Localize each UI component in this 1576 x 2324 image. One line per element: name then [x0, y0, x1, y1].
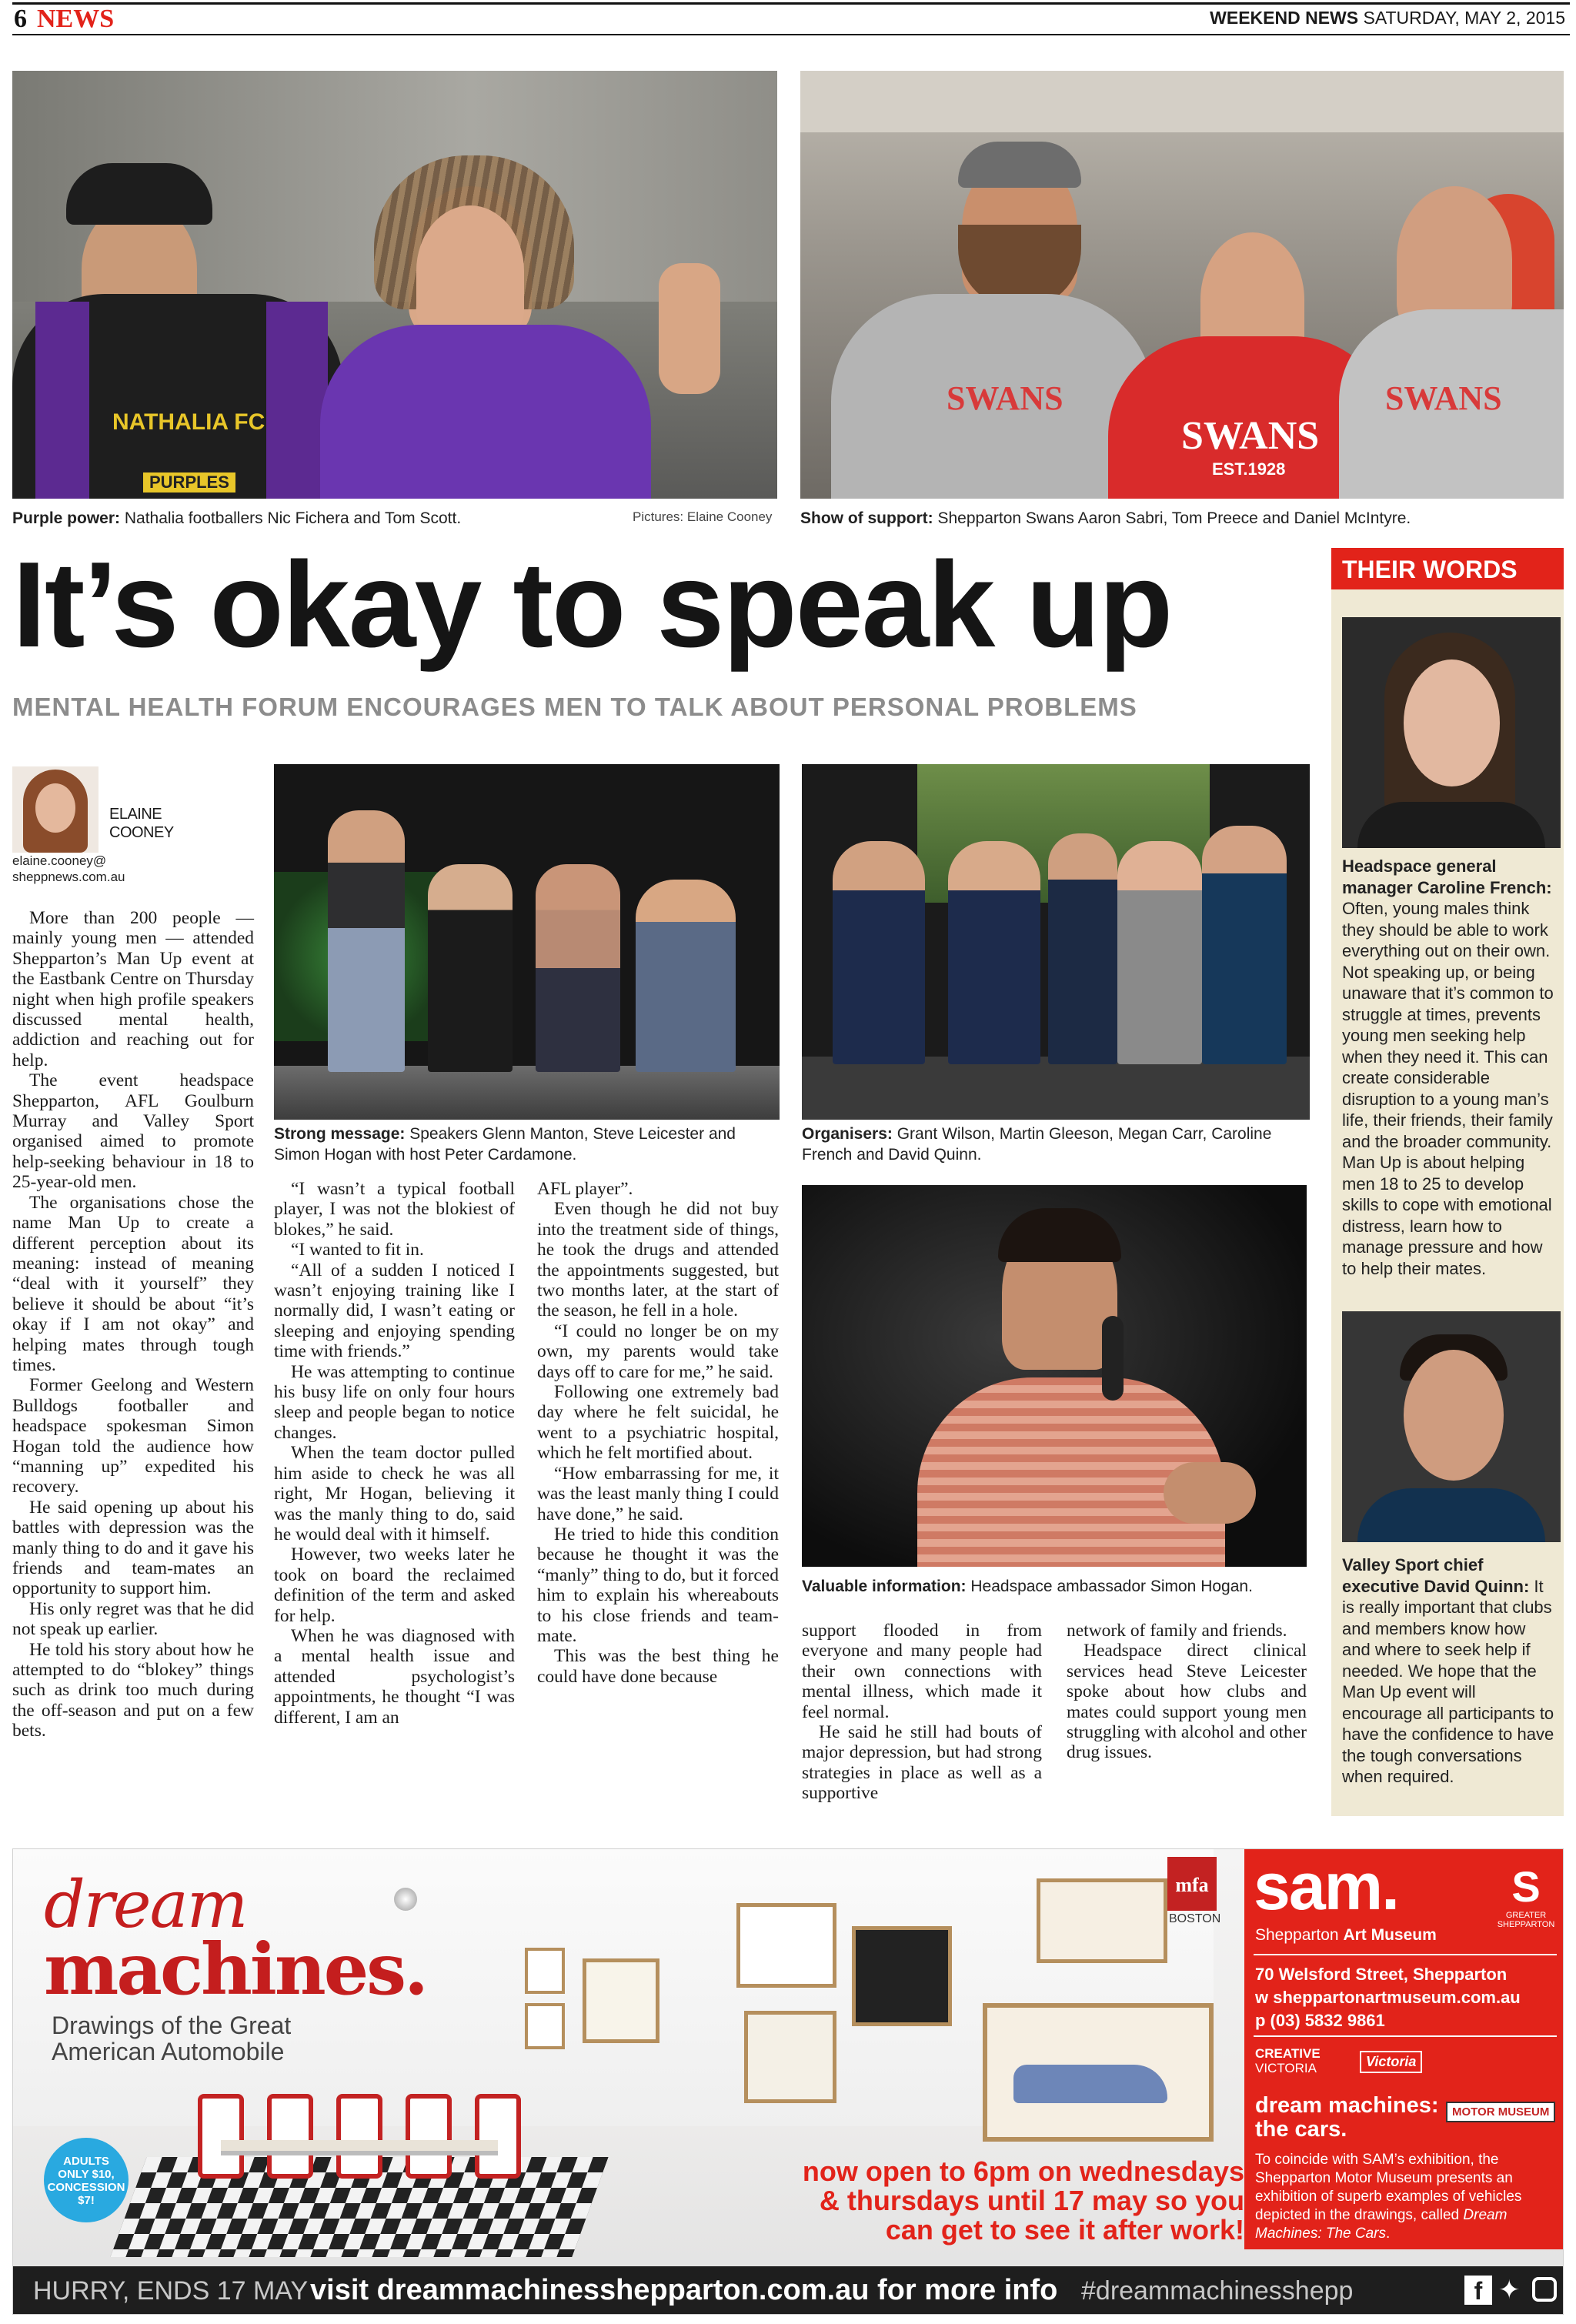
cars-text: To coincide with SAM’s exhibition, the Shepparton Motor Museum presents an exhibition of superb examples of vehicles depicted in the drawings, called Dream Machines: The Cars.: [1255, 2152, 1522, 2242]
sam-address: 70 Welsford Street, Shepparton: [1255, 1965, 1508, 1984]
caption-purple-power: Purple power: Nathalia footballers Nic Fichera and Tom Scott.: [12, 509, 462, 527]
person-glenn-manton: [328, 810, 405, 1072]
hoodie-text-2: PURPLES: [143, 472, 235, 493]
victoria-logo: Victoria: [1360, 2051, 1422, 2073]
sam-phone[interactable]: p (03) 5832 9861: [1255, 2011, 1385, 2030]
frame-6: [744, 2011, 836, 2103]
microphone: [1102, 1316, 1124, 1401]
article-paragraph: “I wanted to fit in.: [291, 1240, 424, 1261]
price-badge: ADULTS ONLY $10, CONCESSION $7!: [44, 2138, 129, 2222]
person-steve-leicester: [428, 864, 513, 1072]
headline: It’s okay to speak up: [12, 537, 1172, 673]
author-email[interactable]: elaine.cooney@ sheppnews.com.au: [12, 853, 125, 884]
frame-3: [583, 1958, 659, 2043]
instagram-icon[interactable]: [1532, 2277, 1557, 2302]
article-paragraph: He told his story about how he attempted to do “blokey” things such as drink too much during the off-season and put on a few bets.: [12, 1639, 254, 1741]
photo-david-quinn: [1342, 1311, 1561, 1542]
article-paragraph: This was the best thing he could have done because: [537, 1646, 779, 1687]
article-paragraph: “All of a sudden I noticed I wasn’t enjoying training like I normally did, I wasn’t eating or sleeping and enjoying spending time with friends.”: [274, 1260, 515, 1362]
sam-contact: [1255, 1963, 1521, 2032]
article-paragraph: support flooded in from everyone and many people had their own connections with mental illness, which made it feel normal.: [802, 1621, 1042, 1722]
red-chairs: [198, 2094, 552, 2209]
article-column-4: [802, 1621, 1042, 1821]
ad-bottom-bar: [13, 2266, 1564, 2315]
creative-victoria-logo: CREATIVE VICTORIA: [1255, 2046, 1321, 2075]
masthead-date: [1210, 8, 1565, 28]
frame-4: [736, 1903, 836, 1988]
photo-speakers: [274, 764, 780, 1120]
hoodie-text: NATHALIA FC: [112, 409, 265, 435]
photo-show-of-support: [800, 71, 1564, 499]
subheadline: MENTAL HEALTH FORUM ENCOURAGES MEN TO TALK ABOUT PERSONAL PROBLEMS: [12, 693, 1137, 721]
article-paragraph: When he was diagnosed with a mental health issue and attended psychologist’s appointments, he thought “I was different, I am an: [274, 1625, 515, 1728]
caption-organisers: Organisers: Grant Wilson, Martin Gleeson, Megan Carr, Caroline French and David Quinn.: [802, 1125, 1272, 1164]
header-rule: [12, 34, 1570, 35]
cars-title: dream machines: the cars.: [1255, 2093, 1439, 2142]
photo-simon-hogan: [802, 1185, 1307, 1567]
photo-purple-power: [12, 71, 777, 499]
article-paragraph: AFL player”.: [537, 1179, 633, 1199]
article-paragraph: Even though he did not buy into the treatment side of things, he took the drugs and attended the appointments suggested, but two months later, at the start of the season, he fell in a hole.: [537, 1199, 779, 1321]
sam-logo: sam.: [1254, 1850, 1399, 1924]
sam-website[interactable]: w sheppartonartmuseum.com.au: [1255, 1988, 1521, 2007]
caption-speakers: Strong message: Speakers Glenn Manton, Steve Leicester and Simon Hogan with host Peter Cardamone.: [274, 1125, 736, 1164]
paper-name: WEEKEND NEWS: [1210, 8, 1359, 28]
photo-credit: Pictures: Elaine Cooney: [633, 509, 773, 524]
swans-text-1: SWANS: [947, 379, 1063, 417]
article-paragraph: “I could no longer be on my own, my parents would take days off to care for me,” he said.: [537, 1321, 779, 1382]
photo-caroline-french: [1342, 617, 1561, 848]
article-paragraph: The organisations chose the name Man Up to create a different perception about its meaning: instead of meaning “deal with it yourself” they believe it should be about “it’s okay if I am not okay” and helping mates through tough times.: [12, 1192, 254, 1375]
car-drawing: [1013, 2065, 1167, 2103]
est-text-2: EST.1928: [1212, 459, 1286, 479]
issue-date: SATURDAY, MAY 2, 2015: [1363, 8, 1565, 28]
purple-polo: [320, 325, 651, 499]
swans-text-2: SWANS: [1181, 414, 1320, 458]
frame-7: [1037, 1878, 1167, 1963]
article-paragraph: Former Geelong and Western Bulldogs footballer and headspace spokesman Simon Hogan told the audience how “manning up” expedited his recovery.: [12, 1375, 254, 1498]
article-paragraph: When the team doctor pulled him aside to check he was all right, Mr Hogan, believing it was the manly thing to do, said he would deal with it himself.: [274, 1443, 515, 1544]
mfa-logo: mfa: [1167, 1857, 1217, 1911]
article-paragraph: His only regret was that he did not speak up earlier.: [12, 1598, 254, 1640]
s-icon: S: [1511, 1862, 1541, 1911]
article-paragraph: He said he still had bouts of major depression, but had strong strategies in place as well as a supportive: [802, 1722, 1042, 1804]
page-header: [12, 0, 1570, 35]
caption-show-of-support: Show of support: Shepparton Swans Aaron Sabri, Tom Preece and Daniel McIntyre.: [800, 509, 1411, 527]
person-peter-cardamone: [636, 880, 736, 1072]
person-david-quinn: [1202, 826, 1287, 1064]
black-cap: [66, 163, 212, 225]
sam-subtitle: Shepparton Art Museum: [1255, 1926, 1437, 1944]
sam-panel: [1244, 1849, 1564, 2249]
ad-title-2: machines.: [44, 1928, 427, 2011]
quote-caroline-french: Headspace general manager Caroline French: Often, young males think they should be able to work everything out on their own. Not speaking up, or being unaware that it’s common to struggle at times, prevents young men seeking help when they need it. This can create considerable disruption to a young man’s life, their friends, their family and the broader community. Man Up is about helping men 18 to 25 to develop skills to cope with emotional distress, learn how to manage pressure and how to help their mates.: [1342, 856, 1554, 1278]
photo-organisers: [802, 764, 1310, 1120]
hashtag: #dreammachinesshepp: [1081, 2276, 1354, 2306]
visit-link[interactable]: visit dreammachinesshepparton.com.au for more info: [310, 2274, 1058, 2306]
sidebar-their-words: [1331, 548, 1564, 1816]
article-column-1: [12, 908, 254, 1816]
ad-title: [44, 1867, 427, 2011]
article-paragraph: He said opening up about his battles with depression was the manly thing to do and it gave his friends and team-mates an opportunity to support him.: [12, 1497, 254, 1599]
caption-hogan: Valuable information: Headspace ambassador Simon Hogan.: [802, 1578, 1253, 1595]
hand: [1164, 1462, 1256, 1524]
facebook-icon[interactable]: f: [1464, 2276, 1492, 2305]
article-paragraph: “I wasn’t a typical football player, I was not the blokiest of blokes,” he said.: [274, 1179, 515, 1240]
quote-david-quinn: Valley Sport chief executive David Quinn: It is really important that clubs and members know how and where to seek help if needed. We hope that the Man Up event will encourage all participants to have the confidence to have the tough conversations when required.: [1342, 1555, 1554, 1786]
sidebar-title: THEIR WORDS: [1331, 548, 1564, 589]
table: [221, 2140, 498, 2155]
frame-5: [852, 1926, 952, 2026]
article-paragraph: He tried to hide this condition because he thought it was the “manly” thing to do, but it forced him to explain his whereabouts to his close friends and team-mate.: [537, 1524, 779, 1646]
section-name: NEWS: [37, 5, 115, 33]
article-paragraph: The event headspace Shepparton, AFL Goulburn Murray and Valley Sport organised aimed to promote help-seeking behaviour in 18 to 25-year-old men.: [12, 1070, 254, 1193]
article-paragraph: “How embarrassing for me, it was the least manly thing I could have done,” he said.: [537, 1463, 779, 1524]
person-megan-carr: [1048, 833, 1117, 1064]
article-column-2: [274, 1179, 515, 1818]
top-rule: [12, 2, 1570, 5]
byline: [12, 762, 266, 893]
article-paragraph: However, two weeks later he took on board the reclaimed definition of the term and asked for help.: [274, 1544, 515, 1626]
frame-2: [525, 2003, 565, 2049]
person-martin-gleeson: [948, 841, 1040, 1064]
article-paragraph: Headspace direct clinical services head Steve Leicester spoke about how clubs and mates could support young men struggling with alcohol and other drug issues.: [1067, 1641, 1307, 1763]
motor-museum-logo: MOTOR MUSEUM: [1446, 2102, 1555, 2122]
ad-subtitle: Drawings of the Great American Automobile: [52, 2012, 292, 2065]
hogan-hair: [998, 1208, 1121, 1262]
open-hours: now open to 6pm on wednesdays & thursdays until 17 may so you can get to see it after work!: [802, 2155, 1244, 2246]
article-paragraph: He was attempting to continue his busy life on only four hours sleep and people began to notice changes.: [274, 1361, 515, 1443]
author-name: ELAINE COONEY: [109, 806, 174, 841]
person-caroline-french: [1117, 841, 1202, 1064]
advertisement-dream-machines[interactable]: [12, 1848, 1564, 2315]
ad-title-1: dream: [44, 1867, 247, 1942]
greater-shepparton-logo: S GREATER SHEPPARTON: [1495, 1863, 1557, 1929]
article-column-3: [537, 1179, 779, 1818]
article-paragraph: network of family and friends.: [1067, 1621, 1287, 1641]
frame-1: [525, 1948, 565, 1994]
twitter-icon[interactable]: ✦: [1498, 2276, 1521, 2305]
person-grant-wilson: [833, 841, 925, 1064]
article-paragraph: Following one extremely bad day where he felt suicidal, he went to a psychiatric hospital, which he felt mortified about.: [537, 1382, 779, 1464]
hurry-text: HURRY, ENDS 17 MAY: [33, 2276, 309, 2306]
swans-text-3: SWANS: [1385, 379, 1502, 417]
hand-peace: [659, 263, 720, 394]
article-paragraph: More than 200 people — mainly young men — attended Shepparton’s Man Up event at the Eastbank Centre on Thursday night when high profile speakers discussed mental health, addiction and reaching out for help.: [12, 908, 254, 1070]
author-photo: [12, 766, 98, 853]
page-number: 6: [14, 5, 27, 33]
mfa-city: BOSTON: [1169, 1912, 1221, 1925]
article-column-5: [1067, 1621, 1307, 1821]
person-simon-hogan: [536, 864, 620, 1072]
grey-cap: [958, 142, 1081, 188]
